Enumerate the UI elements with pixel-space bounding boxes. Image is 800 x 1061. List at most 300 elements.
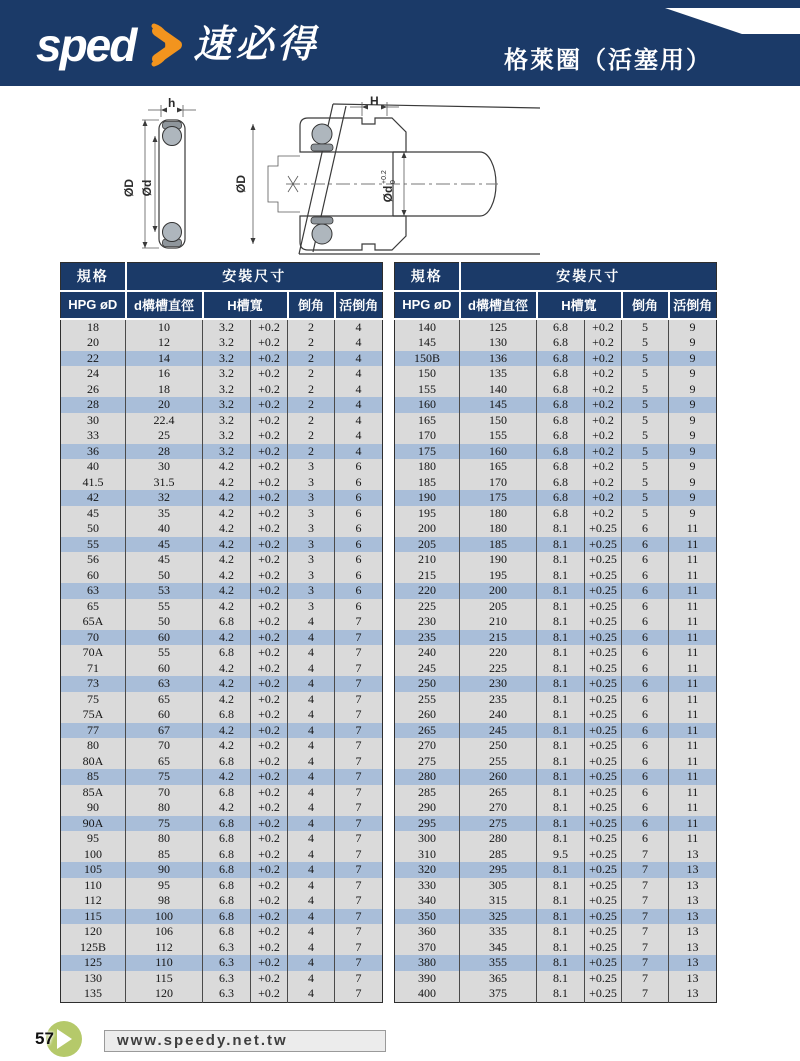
table-cell: +0.2: [251, 319, 288, 336]
table-row: [395, 459, 717, 475]
table-row: [395, 645, 717, 661]
table-cell: 6: [622, 521, 669, 537]
table-cell: 8.1: [537, 800, 585, 816]
table-cell: 3: [288, 537, 335, 553]
table-cell: 360: [395, 924, 460, 940]
table-cell: 355: [460, 955, 537, 971]
table-cell: 4.2: [203, 599, 251, 615]
table-cell: 112: [61, 893, 126, 909]
table-cell: 8.1: [537, 614, 585, 630]
table-cell: +0.2: [585, 366, 622, 382]
table-cell: 280: [460, 831, 537, 847]
table-cell: 125: [61, 955, 126, 971]
table-cell: 230: [460, 676, 537, 692]
table-cell: 6.8: [537, 490, 585, 506]
table-cell: 145: [460, 397, 537, 413]
table-cell: +0.25: [585, 692, 622, 708]
table-cell: 165: [395, 413, 460, 429]
table-cell: 71: [61, 661, 126, 677]
table-row: [61, 878, 383, 894]
table-cell: 11: [669, 831, 717, 847]
table-cell: 4.2: [203, 583, 251, 599]
table-cell: 80: [126, 800, 203, 816]
table-cell: 4: [288, 940, 335, 956]
table-cell: 7: [335, 971, 383, 987]
table-cell: 260: [460, 769, 537, 785]
table-cell: 6: [622, 552, 669, 568]
table-cell: 11: [669, 754, 717, 770]
table-cell: 106: [126, 924, 203, 940]
table-cell: 2: [288, 366, 335, 382]
table-cell: 4: [288, 831, 335, 847]
table-cell: 175: [395, 444, 460, 460]
table-cell: 31.5: [126, 475, 203, 491]
svg-text:+0.2: +0.2: [381, 170, 388, 184]
table-cell: 6: [622, 754, 669, 770]
table-cell: 350: [395, 909, 460, 925]
header-notch-decoration: [665, 8, 800, 34]
table-cell: +0.2: [251, 800, 288, 816]
table-cell: 6: [622, 537, 669, 553]
table-row: [395, 614, 717, 630]
table-cell: 3: [288, 490, 335, 506]
table-row: [61, 490, 383, 506]
table-cell: 3: [288, 583, 335, 599]
table-cell: 41.5: [61, 475, 126, 491]
table-cell: +0.2: [251, 831, 288, 847]
table-cell: 6: [622, 599, 669, 615]
table-cell: 315: [460, 893, 537, 909]
table-cell: 7: [622, 986, 669, 1002]
table-cell: 65: [126, 692, 203, 708]
table-cell: 4: [288, 707, 335, 723]
table-row: [61, 630, 383, 646]
table-cell: 6: [622, 676, 669, 692]
seal-diagrams: [0, 96, 800, 260]
table-row: [395, 769, 717, 785]
table-cell: 6.3: [203, 940, 251, 956]
table-cell: 7: [335, 878, 383, 894]
table-row: [61, 862, 383, 878]
table-row: [395, 800, 717, 816]
table-cell: 225: [460, 661, 537, 677]
svg-text:h: h: [168, 96, 176, 110]
table-cell: 4: [288, 661, 335, 677]
table-cell: +0.25: [585, 568, 622, 584]
table-cell: 130: [460, 335, 537, 351]
table-cell: 6.8: [537, 382, 585, 398]
table-cell: 45: [126, 552, 203, 568]
table-row: [61, 428, 383, 444]
col-header-hpg: HPG øD: [395, 291, 460, 319]
ring-section-figure: [122, 96, 196, 248]
table-cell: 4.2: [203, 568, 251, 584]
table-cell: 6.8: [203, 707, 251, 723]
table-cell: +0.2: [251, 692, 288, 708]
table-cell: 70: [61, 630, 126, 646]
table-cell: 2: [288, 413, 335, 429]
table-cell: 4: [335, 335, 383, 351]
table-cell: 4.2: [203, 676, 251, 692]
table-cell: 8.1: [537, 924, 585, 940]
table-cell: 6: [335, 475, 383, 491]
table-cell: 4.2: [203, 630, 251, 646]
table-cell: 330: [395, 878, 460, 894]
table-cell: +0.2: [251, 847, 288, 863]
table-cell: 165: [460, 459, 537, 475]
table-cell: 2: [288, 397, 335, 413]
table-cell: 6.8: [537, 428, 585, 444]
table-cell: +0.25: [585, 645, 622, 661]
table-cell: 6: [622, 738, 669, 754]
table-cell: 65A: [61, 614, 126, 630]
table-cell: 6: [622, 800, 669, 816]
table-cell: 11: [669, 738, 717, 754]
table-row: [395, 738, 717, 754]
table-cell: 3.2: [203, 397, 251, 413]
table-cell: 205: [460, 599, 537, 615]
table-cell: +0.25: [585, 552, 622, 568]
table-cell: 98: [126, 893, 203, 909]
table-row: [395, 924, 717, 940]
table-cell: 11: [669, 521, 717, 537]
spec-header: 規格: [395, 263, 460, 291]
table-cell: +0.25: [585, 614, 622, 630]
table-cell: 180: [460, 506, 537, 522]
table-cell: +0.2: [251, 490, 288, 506]
table-cell: 6: [622, 568, 669, 584]
table-cell: 73: [61, 676, 126, 692]
table-cell: 6: [335, 552, 383, 568]
table-cell: +0.2: [251, 335, 288, 351]
table-cell: 6.8: [203, 862, 251, 878]
table-cell: 8.1: [537, 940, 585, 956]
table-cell: +0.25: [585, 847, 622, 863]
table-cell: 245: [460, 723, 537, 739]
table-row: [395, 971, 717, 987]
table-cell: 7: [622, 878, 669, 894]
svg-text:0: 0: [390, 180, 397, 184]
table-cell: +0.25: [585, 909, 622, 925]
table-cell: 8.1: [537, 971, 585, 987]
table-cell: 3: [288, 568, 335, 584]
table-cell: +0.2: [251, 397, 288, 413]
table-cell: +0.25: [585, 661, 622, 677]
table-cell: 340: [395, 893, 460, 909]
table-cell: 125: [460, 319, 537, 336]
table-cell: +0.2: [585, 444, 622, 460]
table-cell: 14: [126, 351, 203, 367]
svg-text:ØD: ØD: [122, 179, 136, 197]
table-cell: 270: [460, 800, 537, 816]
table-row: [395, 537, 717, 553]
table-cell: 7: [335, 754, 383, 770]
table-cell: 255: [395, 692, 460, 708]
table-cell: +0.25: [585, 769, 622, 785]
table-cell: 77: [61, 723, 126, 739]
table-cell: 8.1: [537, 599, 585, 615]
table-cell: 2: [288, 382, 335, 398]
table-cell: 9: [669, 319, 717, 336]
table-row: [395, 862, 717, 878]
table-cell: 2: [288, 335, 335, 351]
table-cell: 205: [395, 537, 460, 553]
table-cell: 6.8: [537, 319, 585, 336]
table-row: [61, 366, 383, 382]
table-cell: 7: [335, 723, 383, 739]
table-row: [61, 940, 383, 956]
table-cell: 4.2: [203, 800, 251, 816]
table-cell: 28: [61, 397, 126, 413]
table-cell: +0.2: [251, 583, 288, 599]
table-cell: 50: [61, 521, 126, 537]
table-cell: 11: [669, 552, 717, 568]
table-row: [395, 831, 717, 847]
table-cell: 265: [395, 723, 460, 739]
table-cell: 6.8: [203, 645, 251, 661]
table-row: [395, 506, 717, 522]
table-cell: 8.1: [537, 754, 585, 770]
table-row: [395, 366, 717, 382]
table-cell: 7: [622, 971, 669, 987]
table-cell: 8.1: [537, 723, 585, 739]
table-cell: 6.8: [203, 831, 251, 847]
table-cell: 8.1: [537, 692, 585, 708]
table-cell: 6.8: [537, 444, 585, 460]
table-cell: 185: [395, 475, 460, 491]
table-cell: 36: [61, 444, 126, 460]
table-cell: +0.2: [251, 785, 288, 801]
table-cell: +0.2: [251, 738, 288, 754]
table-cell: 4.2: [203, 459, 251, 475]
table-cell: 235: [395, 630, 460, 646]
table-row: [61, 552, 383, 568]
table-cell: 7: [335, 661, 383, 677]
table-cell: 4: [288, 955, 335, 971]
table-cell: +0.25: [585, 630, 622, 646]
table-cell: +0.25: [585, 924, 622, 940]
table-row: [395, 413, 717, 429]
table-cell: 6: [335, 537, 383, 553]
website-url[interactable]: www.speedy.net.tw: [117, 1032, 288, 1049]
table-row: [61, 831, 383, 847]
table-cell: 6.8: [537, 506, 585, 522]
table-cell: 245: [395, 661, 460, 677]
table-cell: 4.2: [203, 692, 251, 708]
table-cell: 110: [126, 955, 203, 971]
table-cell: 4: [288, 614, 335, 630]
table-cell: 7: [335, 614, 383, 630]
table-row: [395, 692, 717, 708]
table-cell: 310: [395, 847, 460, 863]
table-row: [395, 676, 717, 692]
table-cell: 9: [669, 335, 717, 351]
spec-table-left: [60, 262, 383, 1003]
col-header-chamfer: 倒角: [288, 291, 335, 319]
table-cell: +0.2: [251, 893, 288, 909]
table-cell: 60: [126, 707, 203, 723]
table-cell: 7: [335, 986, 383, 1002]
table-cell: 7: [622, 909, 669, 925]
col-header-groove-dia: d構槽直徑: [460, 291, 537, 319]
table-row: [61, 413, 383, 429]
table-cell: 280: [395, 769, 460, 785]
table-cell: +0.2: [251, 413, 288, 429]
table-cell: 11: [669, 800, 717, 816]
table-cell: 30: [61, 413, 126, 429]
table-cell: 20: [61, 335, 126, 351]
table-row: [395, 599, 717, 615]
table-cell: 7: [335, 676, 383, 692]
table-cell: 7: [622, 847, 669, 863]
table-cell: 290: [395, 800, 460, 816]
table-cell: 25: [126, 428, 203, 444]
table-cell: 9: [669, 397, 717, 413]
table-cell: 295: [395, 816, 460, 832]
table-cell: +0.2: [251, 723, 288, 739]
table-cell: +0.2: [251, 459, 288, 475]
table-cell: 4.2: [203, 769, 251, 785]
table-cell: 11: [669, 692, 717, 708]
table-cell: 13: [669, 862, 717, 878]
table-cell: +0.2: [251, 444, 288, 460]
table-row: [61, 769, 383, 785]
svg-text:Ød: Ød: [381, 185, 395, 203]
table-cell: 22.4: [126, 413, 203, 429]
table-cell: 8.1: [537, 909, 585, 925]
table-cell: 6.8: [203, 614, 251, 630]
table-cell: 7: [335, 692, 383, 708]
table-cell: 55: [126, 599, 203, 615]
table-row: [395, 909, 717, 925]
table-cell: 365: [460, 971, 537, 987]
table-cell: 13: [669, 986, 717, 1002]
table-row: [395, 893, 717, 909]
table-cell: 3.2: [203, 382, 251, 398]
table-cell: 90: [61, 800, 126, 816]
table-cell: +0.25: [585, 893, 622, 909]
table-row: [61, 676, 383, 692]
table-cell: 140: [395, 319, 460, 336]
table-row: [61, 568, 383, 584]
table-cell: +0.2: [585, 413, 622, 429]
table-cell: 18: [126, 382, 203, 398]
table-cell: 3.2: [203, 335, 251, 351]
table-cell: 180: [460, 521, 537, 537]
table-cell: 7: [335, 707, 383, 723]
table-cell: 135: [61, 986, 126, 1002]
table-cell: 155: [395, 382, 460, 398]
table-cell: 11: [669, 785, 717, 801]
table-cell: 2: [288, 444, 335, 460]
col-header-groove-dia: d構槽直徑: [126, 291, 203, 319]
table-cell: 6: [622, 831, 669, 847]
table-cell: 7: [335, 831, 383, 847]
col-header-live-chamfer: 活倒角: [335, 291, 383, 319]
table-cell: 5: [622, 428, 669, 444]
table-cell: 6.8: [203, 785, 251, 801]
table-cell: +0.2: [251, 862, 288, 878]
brand-arrow-icon: [145, 22, 187, 68]
table-row: [61, 351, 383, 367]
table-cell: 6: [335, 490, 383, 506]
table-cell: 6: [622, 583, 669, 599]
table-row: [395, 723, 717, 739]
table-cell: 9: [669, 490, 717, 506]
table-cell: +0.2: [251, 366, 288, 382]
table-cell: 11: [669, 707, 717, 723]
table-cell: +0.25: [585, 521, 622, 537]
table-cell: 5: [622, 335, 669, 351]
table-cell: 11: [669, 583, 717, 599]
table-cell: 4: [335, 413, 383, 429]
table-cell: 4: [288, 630, 335, 646]
table-cell: 270: [395, 738, 460, 754]
table-cell: +0.25: [585, 940, 622, 956]
table-cell: +0.2: [585, 459, 622, 475]
table-cell: 55: [126, 645, 203, 661]
table-cell: 40: [61, 459, 126, 475]
table-cell: 6: [335, 568, 383, 584]
table-cell: 200: [460, 583, 537, 599]
table-cell: 4: [288, 754, 335, 770]
table-row: [395, 816, 717, 832]
table-cell: 2: [288, 351, 335, 367]
table-row: [395, 319, 717, 336]
table-cell: 130: [61, 971, 126, 987]
table-cell: 85A: [61, 785, 126, 801]
page-title: 格萊圈（活塞用）: [504, 47, 712, 74]
table-cell: 220: [460, 645, 537, 661]
table-cell: 8.1: [537, 785, 585, 801]
table-cell: 110: [61, 878, 126, 894]
table-cell: 4: [335, 351, 383, 367]
table-cell: 13: [669, 878, 717, 894]
table-cell: 70: [126, 738, 203, 754]
table-cell: 115: [61, 909, 126, 925]
table-cell: 120: [126, 986, 203, 1002]
table-cell: 8.1: [537, 738, 585, 754]
table-cell: 4: [288, 971, 335, 987]
table-cell: 100: [61, 847, 126, 863]
table-row: [61, 335, 383, 351]
table-cell: +0.2: [585, 335, 622, 351]
table-cell: 4: [335, 366, 383, 382]
table-cell: +0.2: [251, 351, 288, 367]
table-cell: 4.2: [203, 490, 251, 506]
table-cell: 295: [460, 862, 537, 878]
table-row: [61, 444, 383, 460]
table-cell: 8.1: [537, 645, 585, 661]
seal-cross-section-diagram: [0, 96, 800, 260]
table-cell: 6: [622, 614, 669, 630]
table-row: [395, 785, 717, 801]
install-header: 安裝尺寸: [460, 263, 717, 291]
table-cell: 7: [335, 816, 383, 832]
table-cell: 180: [395, 459, 460, 475]
table-cell: 6: [622, 630, 669, 646]
table-cell: +0.2: [251, 614, 288, 630]
table-cell: 6: [622, 692, 669, 708]
table-cell: 75: [126, 816, 203, 832]
table-cell: 230: [395, 614, 460, 630]
table-cell: +0.2: [251, 955, 288, 971]
col-header-groove-width: H槽寬: [203, 291, 288, 319]
table-cell: 60: [61, 568, 126, 584]
table-cell: +0.25: [585, 738, 622, 754]
table-cell: 8.1: [537, 552, 585, 568]
table-cell: 6: [622, 723, 669, 739]
